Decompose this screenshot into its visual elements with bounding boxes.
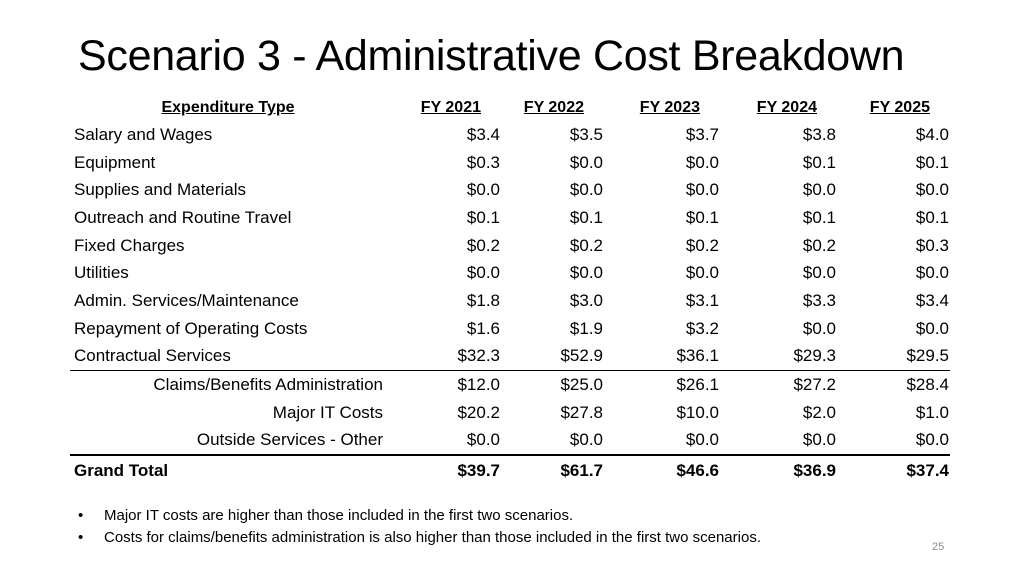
cell-value: $3.1	[685, 290, 719, 310]
table-row	[70, 232, 950, 260]
cell-value: $0.0	[915, 180, 949, 200]
cell-value: $0.1	[802, 152, 836, 172]
bullet-text: Costs for claims/benefits administration is also higher than those included in the first two scenarios.	[104, 529, 761, 546]
cell-value: $20.2	[457, 402, 500, 422]
cell-value: $37.4	[837, 455, 950, 486]
cell-value: $0.0	[466, 430, 500, 450]
cell-value: $1.9	[569, 318, 603, 338]
table-header-row	[70, 95, 950, 121]
cell-value: $0.1	[915, 152, 949, 172]
cell-value: $3.7	[685, 124, 719, 144]
table-row	[70, 315, 950, 343]
cell-value: $29.5	[906, 346, 949, 366]
cell-value: $27.2	[720, 371, 837, 399]
bullet-text: Major IT costs are higher than those included in the first two scenarios.	[104, 507, 574, 524]
cell-value: $0.2	[685, 235, 719, 255]
cell-value: $36.1	[676, 346, 719, 366]
cell-value: $3.2	[685, 318, 719, 338]
row-label: Repayment of Operating Costs	[74, 318, 308, 338]
cell-value: $28.4	[837, 371, 950, 399]
bullet-dot-icon: •	[78, 529, 84, 546]
slide-title: Scenario 3 - Administrative Cost Breakdown	[78, 32, 905, 80]
cell-value: $4.0	[915, 124, 949, 144]
cell-value: $1.6	[466, 318, 500, 338]
table-row	[70, 204, 950, 232]
cell-value: $0.0	[466, 263, 500, 283]
cell-value: $46.6	[604, 455, 720, 486]
grand-total-row	[70, 455, 950, 486]
cost-table	[70, 95, 950, 486]
cell-value: $29.3	[793, 346, 836, 366]
cell-value: $0.0	[466, 180, 500, 200]
table-row	[70, 149, 950, 177]
header-fy-2025: FY 2025	[869, 99, 930, 116]
cell-value: $0.0	[802, 180, 836, 200]
table-subrow	[70, 399, 950, 427]
cell-value: $0.0	[915, 430, 949, 450]
cell-value: $0.0	[802, 430, 836, 450]
bullet-item	[78, 527, 761, 549]
row-label: Equipment	[74, 152, 156, 172]
row-label: Admin. Services/Maintenance	[74, 290, 299, 310]
row-label: Contractual Services	[74, 346, 231, 366]
bullet-item	[78, 505, 761, 527]
cell-value: $0.3	[915, 235, 949, 255]
cell-value: $26.1	[604, 371, 720, 399]
cell-value: $1.8	[466, 290, 500, 310]
cell-value: $0.0	[685, 152, 719, 172]
slide-number: 25	[932, 541, 945, 553]
cell-value: $0.0	[569, 152, 603, 172]
cell-value: $0.1	[915, 207, 949, 227]
row-label: Utilities	[74, 263, 129, 283]
table-row	[70, 259, 950, 287]
cell-value: $3.3	[802, 290, 836, 310]
cell-value: $32.3	[457, 346, 500, 366]
cell-value: $0.2	[802, 235, 836, 255]
cell-value: $25.0	[501, 371, 604, 399]
cell-value: $0.0	[569, 263, 603, 283]
cell-value: $0.0	[569, 430, 603, 450]
cell-value: $39.7	[383, 455, 501, 486]
header-fy-2023: FY 2023	[639, 99, 700, 116]
cell-value: $0.1	[569, 207, 603, 227]
table-row	[70, 343, 950, 371]
cell-value: $0.1	[685, 207, 719, 227]
row-label: Salary and Wages	[74, 124, 213, 144]
cell-value: $0.0	[915, 318, 949, 338]
bullet-list	[78, 505, 761, 549]
header-fy-2021: FY 2021	[420, 99, 481, 116]
cell-value: $3.4	[915, 290, 949, 310]
table-subrow	[70, 427, 950, 456]
cell-value: $0.0	[915, 263, 949, 283]
cell-value: $0.3	[466, 152, 500, 172]
cell-value: $0.2	[466, 235, 500, 255]
table-row	[70, 121, 950, 149]
cell-value: $52.9	[560, 346, 603, 366]
cell-value: $0.2	[569, 235, 603, 255]
cell-value: $2.0	[802, 402, 836, 422]
table-row	[70, 287, 950, 315]
table-row	[70, 176, 950, 204]
cell-value: $3.4	[466, 124, 500, 144]
cell-value: $0.1	[802, 207, 836, 227]
cell-value: $0.1	[466, 207, 500, 227]
row-label: Outside Services - Other	[196, 430, 383, 450]
row-label: Major IT Costs	[272, 402, 383, 422]
cell-value: $10.0	[676, 402, 719, 422]
cell-value: $1.0	[915, 402, 949, 422]
cell-value: $12.0	[383, 371, 501, 399]
row-label: Grand Total	[70, 455, 383, 486]
row-label: Fixed Charges	[74, 235, 185, 255]
cell-value: $27.8	[560, 402, 603, 422]
cell-value: $61.7	[501, 455, 604, 486]
row-label: Outreach and Routine Travel	[74, 207, 292, 227]
header-fy-2022: FY 2022	[523, 99, 584, 116]
cell-value: $36.9	[720, 455, 837, 486]
table-subrow	[70, 371, 950, 399]
cell-value: $0.0	[802, 263, 836, 283]
cell-value: $3.0	[569, 290, 603, 310]
cell-value: $0.0	[685, 180, 719, 200]
bullet-dot-icon: •	[78, 507, 84, 524]
cell-value: $0.0	[802, 318, 836, 338]
cell-value: $0.0	[685, 430, 719, 450]
row-label: Supplies and Materials	[74, 180, 246, 200]
cell-value: $0.0	[685, 263, 719, 283]
row-label: Claims/Benefits Administration	[70, 371, 383, 399]
header-expenditure-type: Expenditure Type	[161, 99, 295, 116]
cell-value: $3.8	[802, 124, 836, 144]
cell-value: $0.0	[569, 180, 603, 200]
cell-value: $3.5	[569, 124, 603, 144]
header-fy-2024: FY 2024	[756, 99, 817, 116]
